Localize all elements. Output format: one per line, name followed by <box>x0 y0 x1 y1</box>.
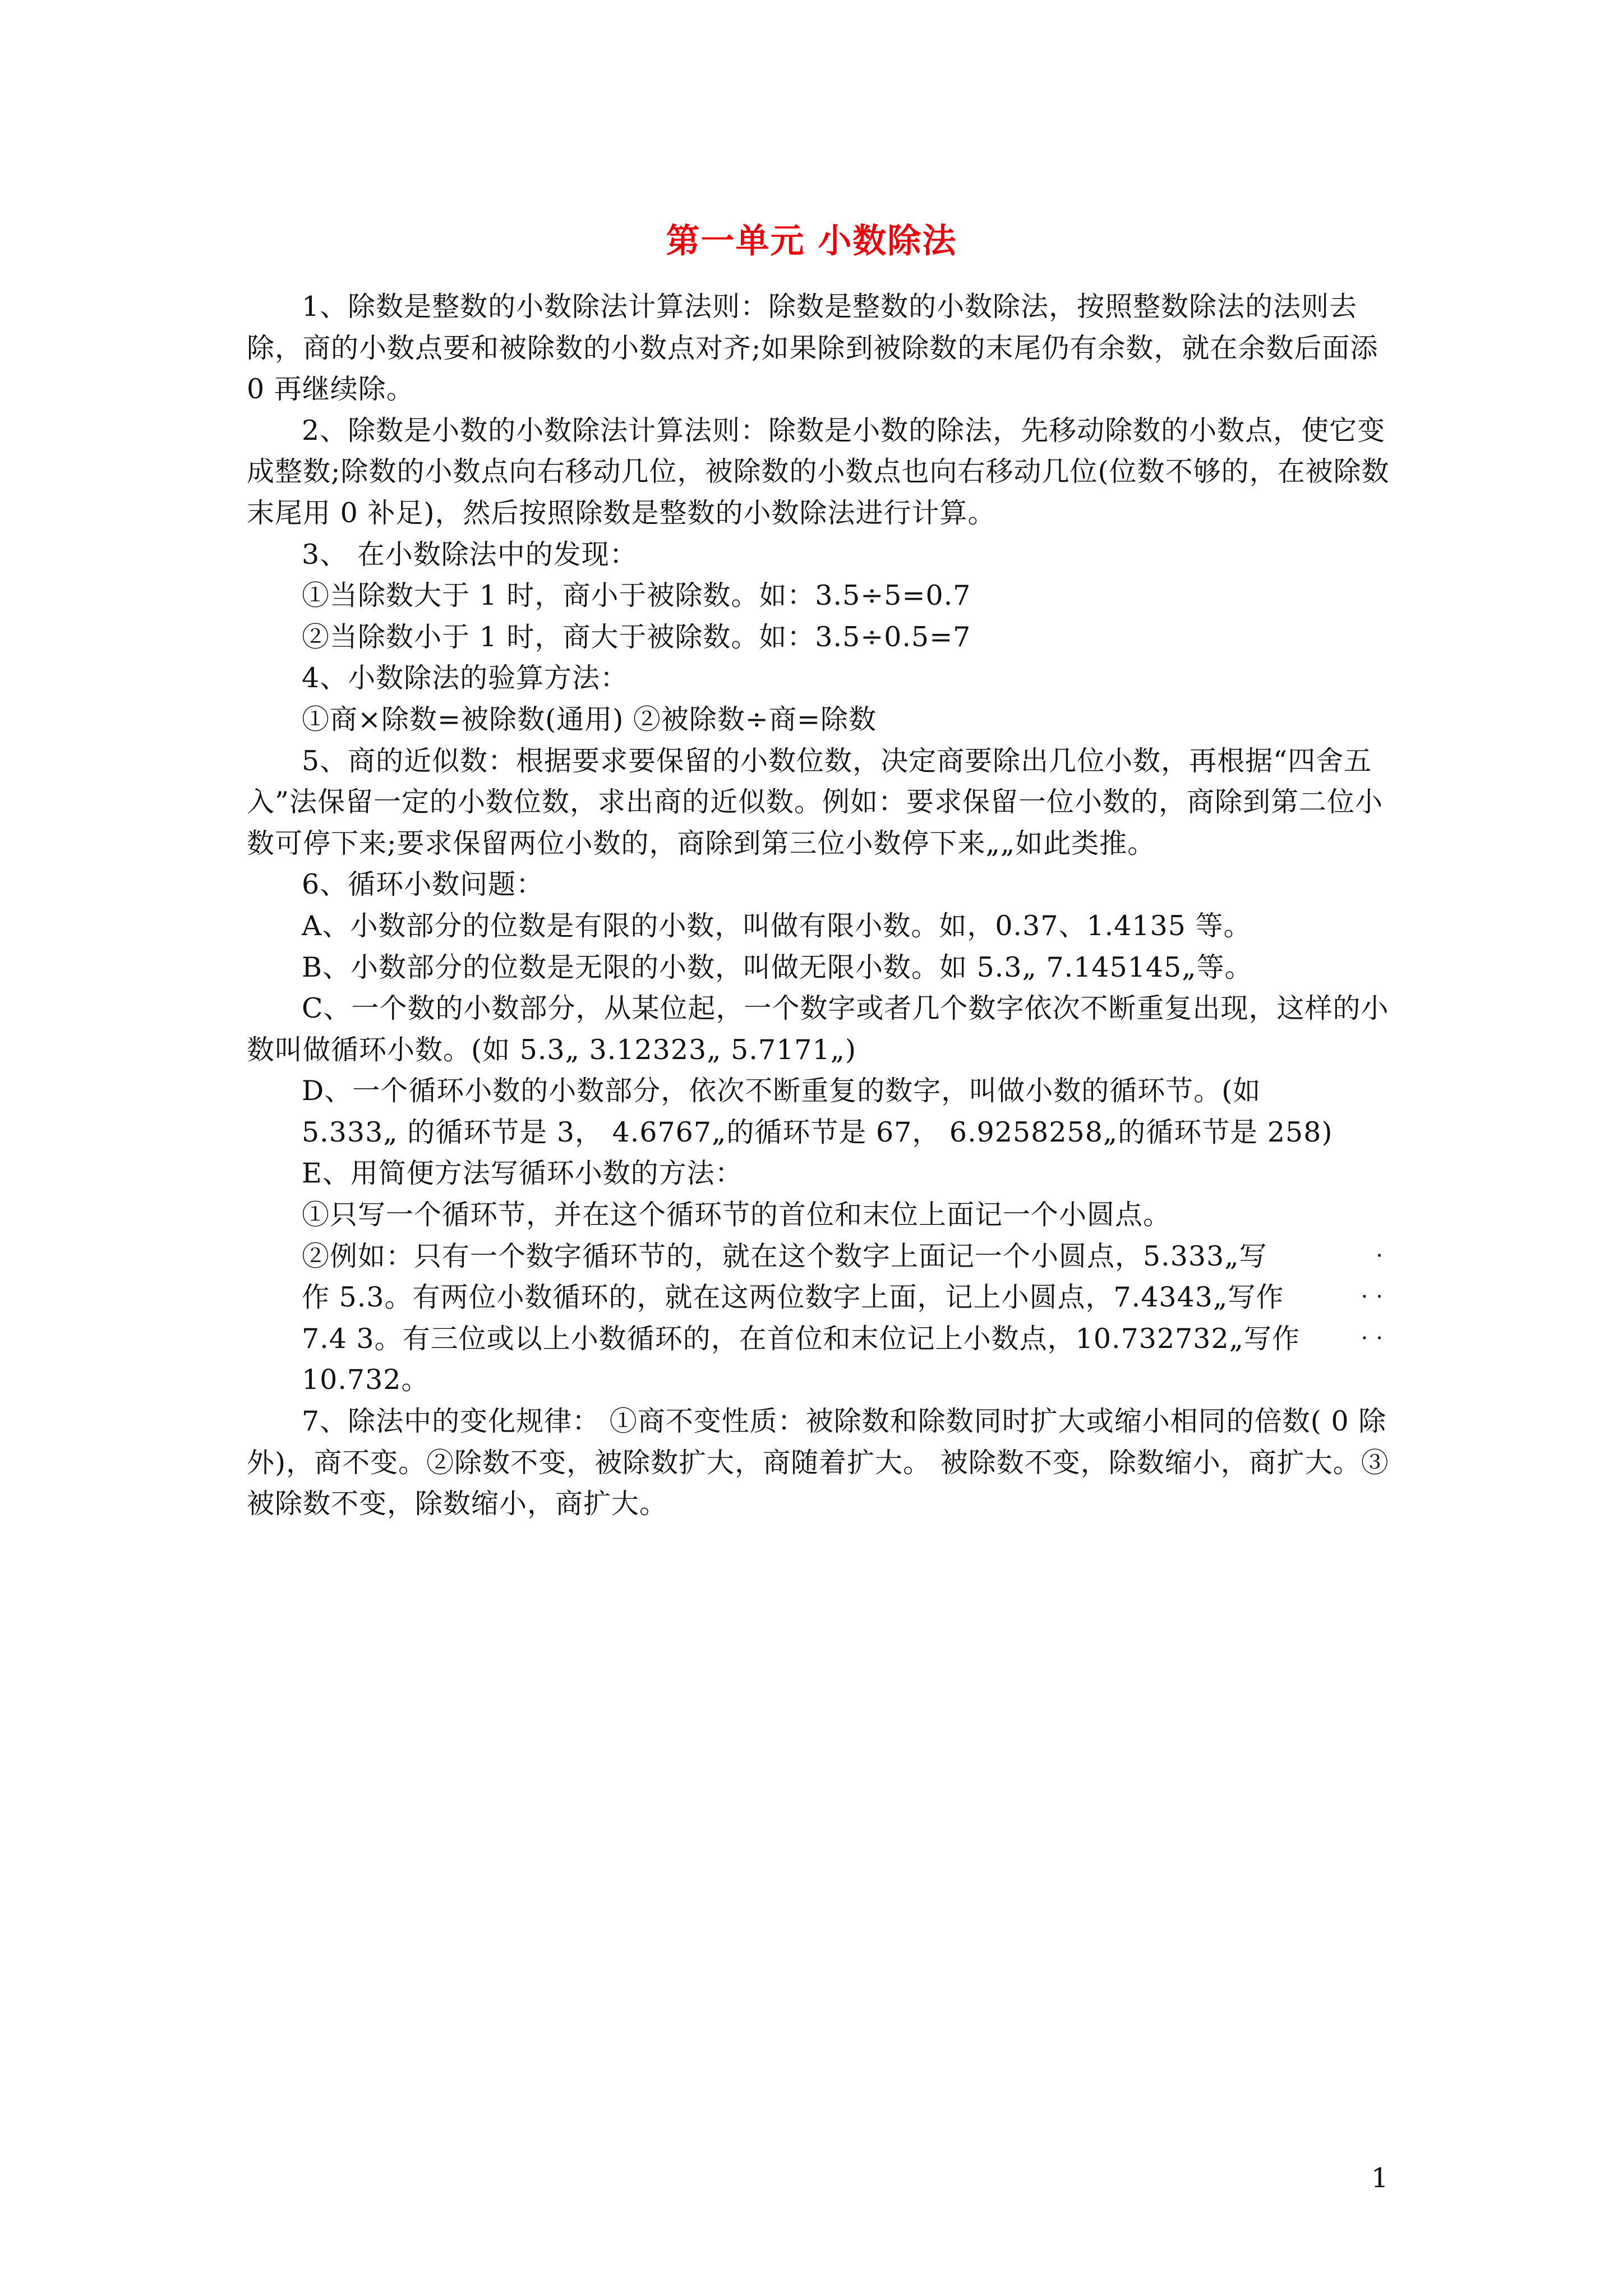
paragraph-repeating-c: C、一个数的小数部分，从某位起，一个数字或者几个数字依次不断重复出现，这样的小数叫做循环小数。(如 5.3„ 3.12323„ 5.7171„) <box>247 992 1389 1066</box>
page-number: 1 <box>1371 2162 1389 2194</box>
repeating-dot-marks: ·· <box>1361 1284 1391 1310</box>
repeating-dot-marks: ·· <box>1361 1325 1391 1351</box>
paragraph-repeating-e2-line3 <box>247 1318 1391 1360</box>
paragraph-findings-heading: 3、 在小数除法中的发现： <box>302 538 638 570</box>
paragraph-repeating-e1: ①只写一个循环节，并在这个循环节的首位和末位上面记一个小圆点。 <box>302 1199 1172 1231</box>
paragraph-repeating-heading: 6、循环小数问题： <box>302 868 545 901</box>
paragraph-repeating-d-line1: D、一个循环小数的小数部分，依次不断重复的数字，叫做小数的循环节。(如 <box>302 1075 1261 1107</box>
paragraph-repeating-e: E、用简便方法写循环小数的方法： <box>302 1157 743 1190</box>
paragraph-repeating-a: A、小数部分的位数是有限的小数，叫做有限小数。如，0.37、1.4135 等。 <box>302 909 1252 942</box>
page-title: 第一单元 小数除法 <box>666 222 957 261</box>
paragraph-check-heading: 4、小数除法的验算方法： <box>302 662 629 694</box>
paragraph-repeating-d-line2: 5.333„ 的循环节是 3， 4.6767„的循环节是 67， 6.9258258„的循环节是 258) <box>302 1116 1333 1148</box>
paragraph-check-methods: ①商×除数=被除数(通用) ②被除数÷商=除数 <box>302 703 877 735</box>
paragraph-finding-a: ①当除数大于 1 时，商小于被除数。如：3.5÷5=0.7 <box>302 579 971 612</box>
paragraph-repeating-e2-line2 <box>247 1277 1391 1318</box>
paragraph-repeating-e2-line1 <box>247 1236 1391 1277</box>
paragraph-repeating-b: B、小数部分的位数是无限的小数，叫做无限小数。如 5.3„ 7.145145„等。 <box>302 951 1253 983</box>
paragraph-division-rules: 7、除法中的变化规律： ①商不变性质：被除数和除数同时扩大或缩小相同的倍数( 0 除外)，商不变。②除数不变，被除数扩大，商随着扩大。 被除数不变，除数缩小，商扩大。③被除数不变，除数缩小，商扩大。 <box>247 1405 1389 1520</box>
line-text: ②例如：只有一个数字循环节的，就在这个数字上面记一个小圆点，5.333„写 <box>302 1240 1267 1272</box>
line-text: 作 5.3。有两位小数循环的，就在这两位数字上面，记上小圆点，7.4343„写作 <box>302 1281 1284 1314</box>
document-body <box>247 286 1391 1525</box>
paragraph-rule-1: 1、除数是整数的小数除法计算法则：除数是整数的小数除法，按照整数除法的法则去除，商的小数点要和被除数的小数点对齐;如果除到被除数的末尾仍有余数，就在余数后面添 0 再继续除。 <box>247 291 1378 406</box>
paragraph-rule-2: 2、除数是小数的小数除法计算法则：除数是小数的除法，先移动除数的小数点，使它变成整数;除数的小数点向右移动几位，被除数的小数点也向右移动几位(位数不够的，在被除数末尾用 0 补足)，然后按照除数是整数的小数除法进行计算。 <box>247 414 1390 529</box>
line-text: 7.4 3。有三位或以上小数循环的，在首位和末位记上小数点，10.732732„写作 <box>302 1322 1301 1355</box>
paragraph-repeating-e2-line4: 10.732。 <box>302 1364 430 1396</box>
paragraph-approximation: 5、商的近似数：根据要求要保留的小数位数，决定商要除出几位小数，再根据“四舍五入”法保留一定的小数位数，求出商的近似数。例如：要求保留一位小数的，商除到第二位小数可停下来;要求保留两位小数的，商除到第三位小数停下来„„如此类推。 <box>247 744 1384 859</box>
repeating-dot-marks: · <box>1376 1243 1391 1269</box>
paragraph-finding-b: ②当除数小于 1 时，商大于被除数。如：3.5÷0.5=7 <box>302 620 971 653</box>
